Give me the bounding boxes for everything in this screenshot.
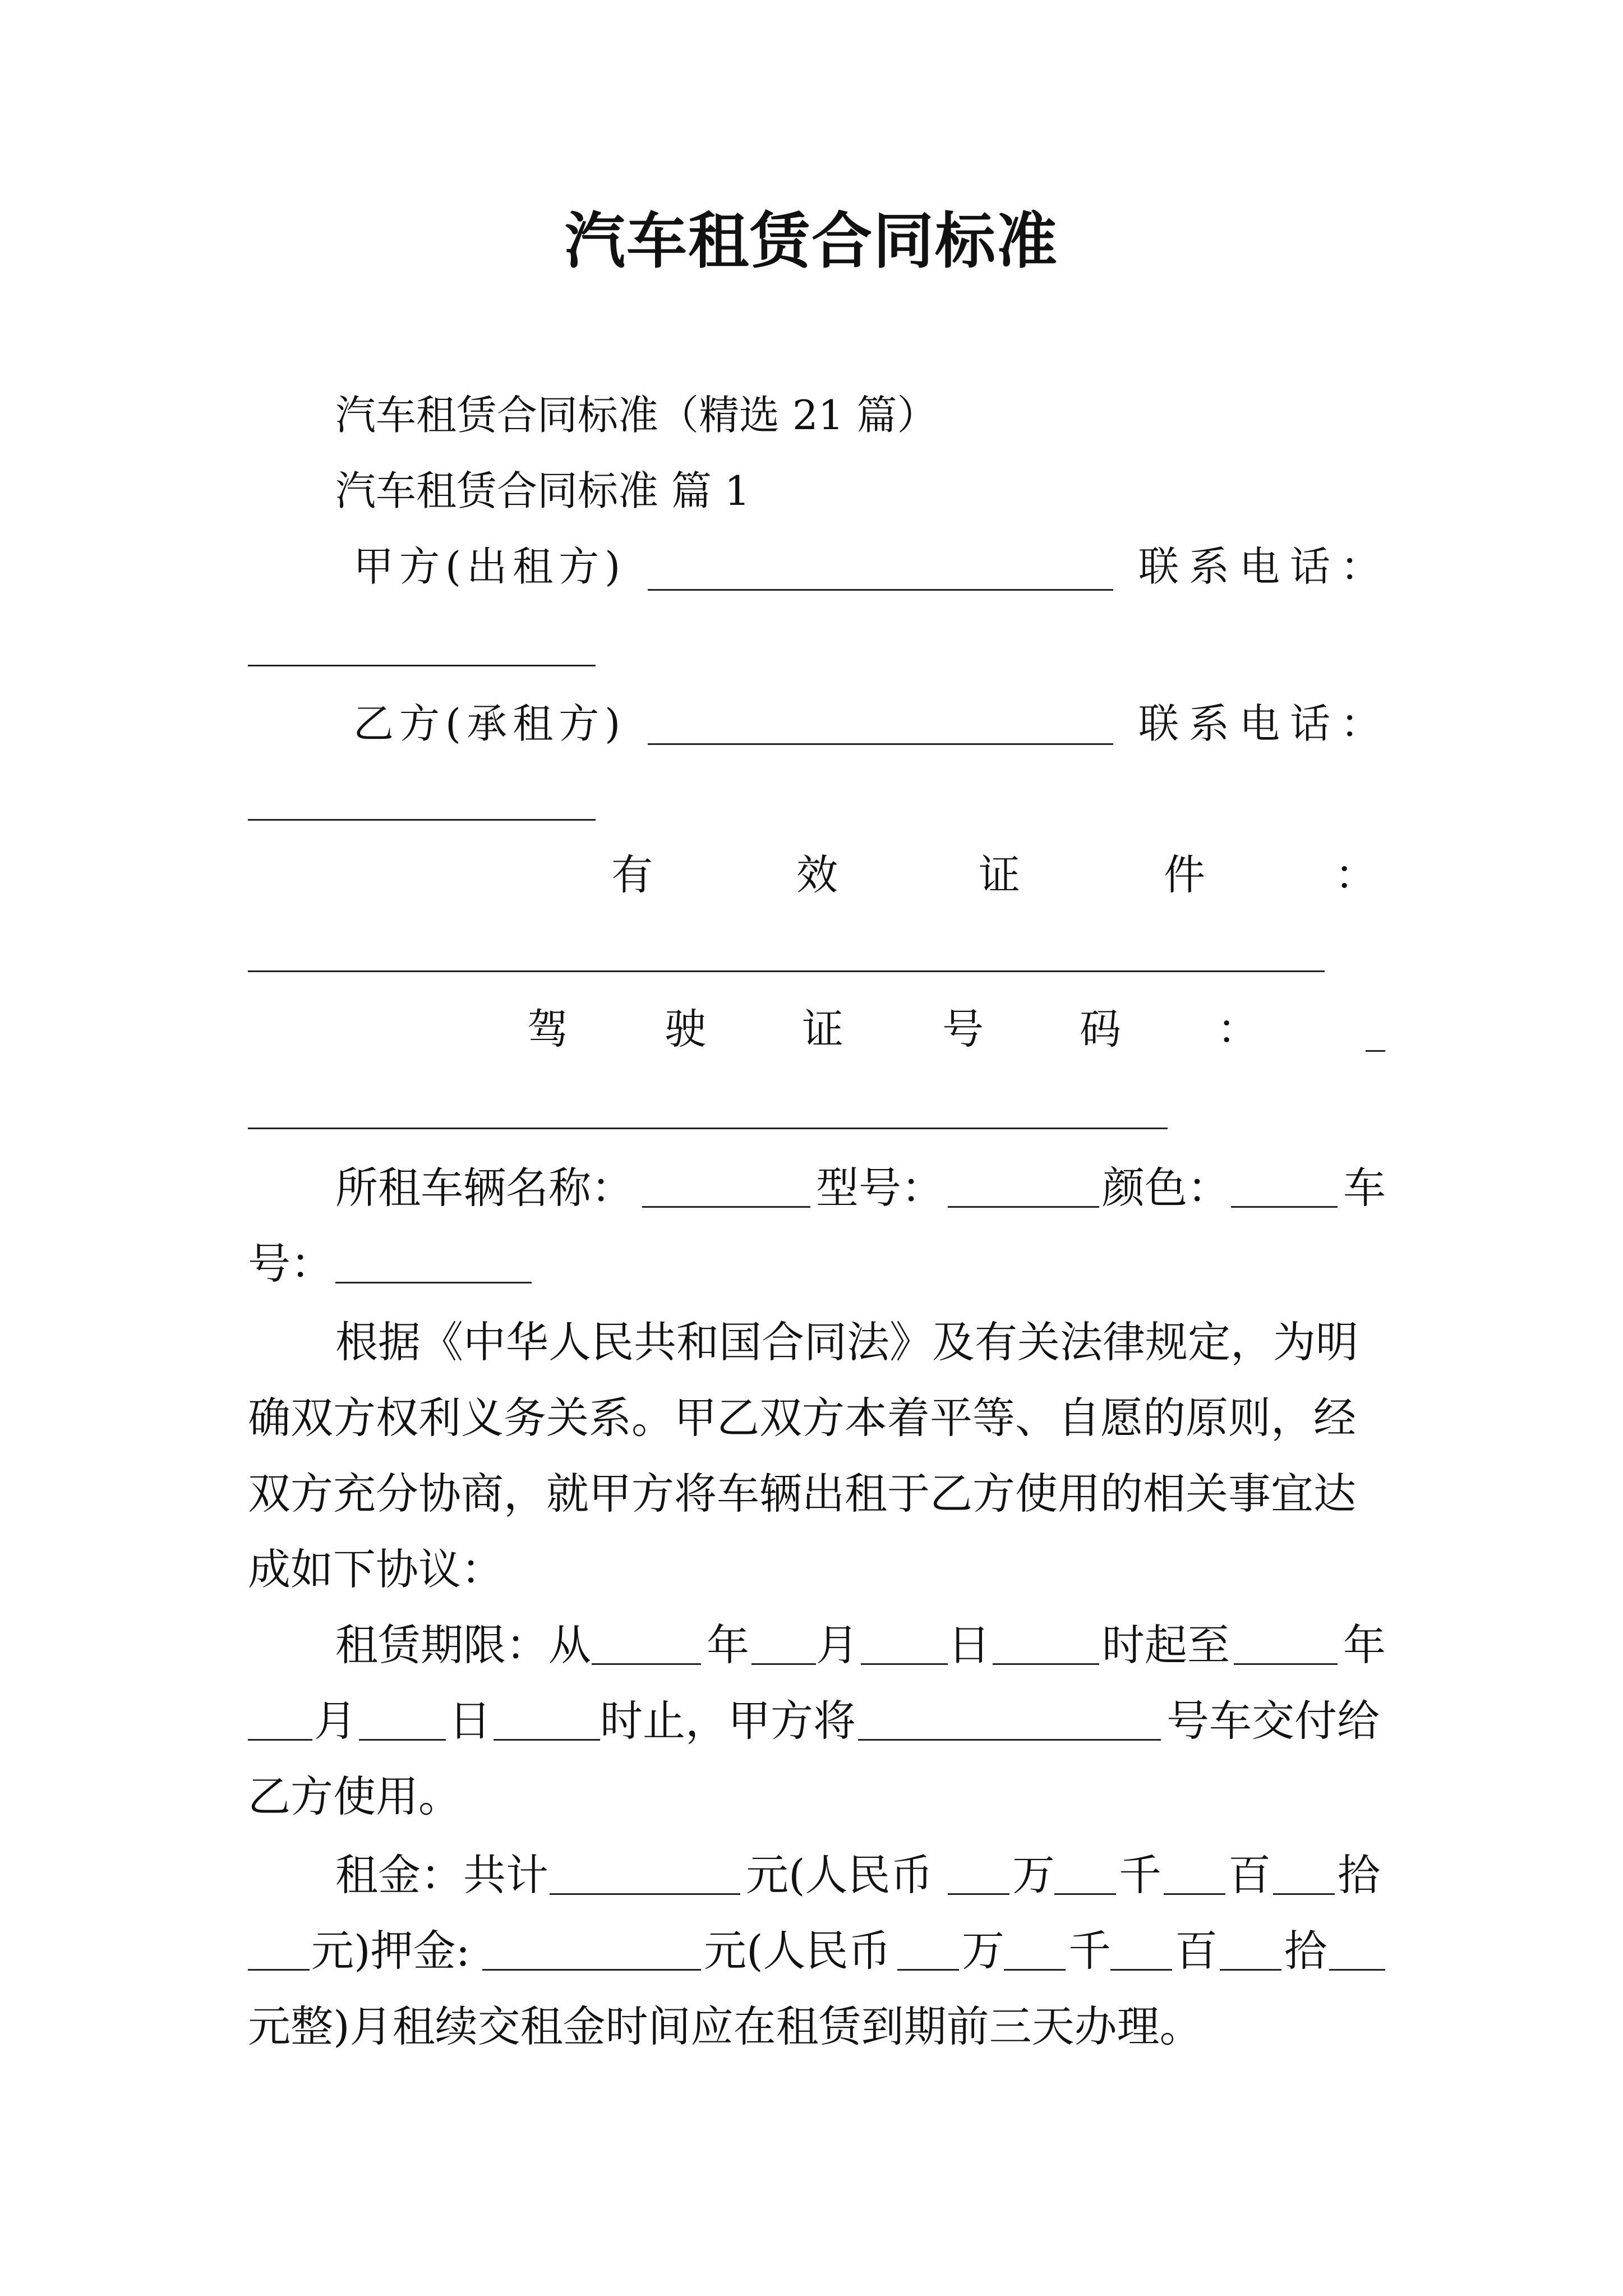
term-month: 月 (816, 1620, 859, 1670)
term-year-2: 年 (1343, 1620, 1386, 1670)
license-char: 码 (1080, 1005, 1121, 1053)
term-month-blank (751, 1663, 816, 1665)
license-blank (248, 1128, 1168, 1129)
license-char: 驾 (527, 1005, 569, 1053)
vehicle-model-label: 型号： (816, 1163, 944, 1213)
vehicle-name-blank (642, 1206, 810, 1208)
deposit-wan: 万 (962, 1926, 1004, 1976)
term-hour-to: 时止，甲方将 (600, 1696, 856, 1746)
rent-wan-blank (948, 1893, 1009, 1895)
term-month2-blank (248, 1739, 312, 1741)
term-hour-blank (993, 1663, 1099, 1665)
preamble-line: 双方充分协商，就甲方将车辆出租于乙方使用的相关事宜达 (248, 1469, 1356, 1519)
rent-rmb: 元(人民币 (746, 1850, 933, 1900)
rent-bai-blank (1164, 1893, 1225, 1895)
id-char: 证 (979, 851, 1020, 899)
license-char: 证 (802, 1005, 843, 1053)
rent-shi-blank (1273, 1893, 1335, 1895)
term-hour2-blank (494, 1739, 600, 1741)
rent-yuan-blank (248, 1969, 310, 1971)
term-year-blank (592, 1663, 701, 1665)
preamble-line: 根据《中华人民共和国合同法》及有关法律规定，为明 (335, 1317, 1358, 1367)
vehicle-plate-label-2: 号： (248, 1239, 333, 1289)
party-a-label: 甲方(出租方) (353, 543, 626, 590)
term-day: 日 (948, 1620, 990, 1670)
deposit-bai: 百 (1175, 1926, 1218, 1976)
rent-label: 租金：共计 (335, 1850, 548, 1900)
rent-shi: 拾 (1338, 1850, 1380, 1900)
term-hour-from: 时起至 (1102, 1620, 1230, 1670)
rent-deposit-label: 元)押金: (311, 1926, 471, 1976)
vehicle-plate-label-1: 车 (1343, 1163, 1386, 1213)
term-day-blank (861, 1663, 948, 1665)
deposit-wan-blank (897, 1969, 959, 1971)
deposit-shi-blank-a (1220, 1969, 1281, 1971)
license-char: 号 (942, 1005, 984, 1053)
party-b-phone-label: 联系电话： (1138, 700, 1391, 747)
party-a-blank (648, 589, 1113, 591)
deposit-shi-blank (1329, 1969, 1385, 1971)
id-char: 效 (796, 851, 838, 899)
vehicle-plate-blank (335, 1282, 532, 1283)
license-blank-start (1366, 1050, 1385, 1052)
term-year2-blank (1234, 1663, 1338, 1665)
rent-qian-blank (1054, 1893, 1116, 1895)
vehicle-color-blank (1231, 1206, 1338, 1208)
document-title: 汽车租赁合同标准 (564, 206, 1058, 277)
id-char: 件 (1164, 851, 1205, 899)
term-plate-blank (858, 1739, 1161, 1741)
rent-deposit-rmb: 元(人民币 (704, 1926, 891, 1976)
party-b-blank (648, 743, 1113, 745)
preamble-line: 成如下协议： (248, 1544, 504, 1594)
term-handover: 号车交付给 (1166, 1696, 1380, 1746)
term-label: 租赁期限：从 (335, 1620, 591, 1670)
section-heading: 汽车租赁合同标准 篇 1 (335, 467, 750, 514)
document-subtitle: 汽车租赁合同标准（精选 21 篇） (335, 392, 938, 439)
party-b-label: 乙方(承租方) (353, 700, 626, 747)
term-end: 乙方使用。 (248, 1772, 461, 1821)
id-char: 有 (611, 851, 653, 899)
license-char: ： (1217, 1005, 1258, 1053)
deposit-bai-blank (1110, 1969, 1172, 1971)
deposit-qian: 千 (1068, 1926, 1111, 1976)
party-a-phone-blank (248, 665, 596, 666)
rent-deposit-blank (482, 1969, 701, 1971)
term-month-2: 月 (314, 1696, 357, 1746)
rent-total-blank (550, 1893, 740, 1895)
vehicle-name-label: 所租车辆名称： (335, 1163, 634, 1213)
preamble-line: 确双方权利义务关系。甲乙双方本着平等、自愿的原则，经 (248, 1393, 1356, 1443)
deposit-qian-blank (1004, 1969, 1066, 1971)
id-blank (248, 970, 1325, 972)
id-char: ： (1335, 851, 1376, 899)
vehicle-color-label: 颜色： (1102, 1163, 1230, 1213)
term-day-2: 日 (449, 1696, 491, 1746)
rent-wan: 万 (1012, 1850, 1055, 1900)
term-day2-blank (359, 1739, 446, 1741)
license-char: 驶 (665, 1005, 706, 1053)
vehicle-model-blank (948, 1206, 1099, 1208)
party-b-phone-blank (248, 819, 596, 821)
rent-bai: 百 (1228, 1850, 1271, 1900)
rent-qian: 千 (1119, 1850, 1161, 1900)
party-a-phone-label: 联系电话： (1138, 543, 1391, 590)
deposit-shi: 拾 (1284, 1926, 1327, 1976)
term-year: 年 (707, 1620, 749, 1670)
rent-end-line: 元整)月租续交租金时间应在租赁到期前三天办理。 (248, 2001, 1202, 2051)
